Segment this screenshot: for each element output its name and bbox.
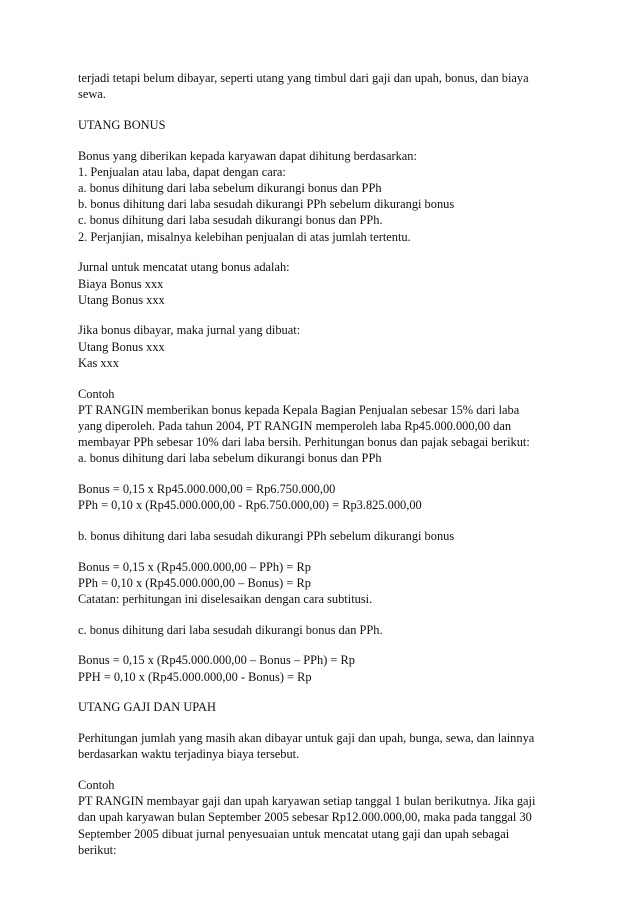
paragraph-journal-record: [78, 259, 568, 308]
text-line: Utang Bonus xxx: [78, 292, 165, 307]
calculation-b: [78, 559, 568, 608]
text-line: PPh = 0,10 x (Rp45.000.000,00 – Bonus) = Rp: [78, 575, 311, 590]
text-line: Contoh: [78, 386, 115, 401]
heading-utang-gaji: [78, 699, 568, 715]
text-line: 1. Penjualan atau laba, dapat dengan cara:: [78, 164, 286, 179]
text-line: Jika bonus dibayar, maka jurnal yang dibuat:: [78, 323, 301, 338]
paragraph-bonus-basis: [78, 148, 568, 245]
text-line: Bonus yang diberikan kepada karyawan dapat dihitung berdasarkan:: [78, 148, 417, 163]
text-line: c. bonus dihitung dari laba sesudah dikurangi bonus dan PPh.: [78, 213, 383, 228]
text-line: Bonus = 0,15 x (Rp45.000.000,00 – PPh) = Rp: [78, 559, 311, 574]
text-line: terjadi tetapi belum dibayar, seperti utang yang timbul dari gaji dan upah, bonus, dan biaya: [78, 71, 529, 85]
text-line: 2. Perjanjian, misalnya kelebihan penjualan di atas jumlah tertentu.: [78, 229, 411, 244]
paragraph-intro: [78, 70, 568, 102]
text-line: sewa.: [78, 87, 106, 102]
text-line: PPH = 0,10 x (Rp45.000.000,00 - Bonus) = Rp: [78, 669, 312, 684]
paragraph-example-gaji: [78, 777, 568, 858]
text-line: Bonus = 0,15 x (Rp45.000.000,00 – Bonus – PPh) = Rp: [78, 653, 355, 668]
text-line: berikut:: [78, 842, 117, 857]
text-line: dan upah karyawan bulan September 2005 sebesar Rp12.000.000,00, maka pada tanggal 30: [78, 810, 532, 825]
heading-utang-bonus: [78, 117, 568, 133]
document-page: [78, 70, 568, 858]
text-line: a. bonus dihitung dari laba sebelum dikurangi bonus dan PPh: [78, 451, 382, 466]
section-heading: UTANG BONUS: [78, 117, 166, 132]
text-line: berdasarkan waktu terjadinya biaya tersebut.: [78, 747, 300, 762]
paragraph-gaji-definition: [78, 730, 568, 762]
text-line: Jurnal untuk mencatat utang bonus adalah:: [78, 260, 290, 275]
text-line: PT RANGIN membayar gaji dan upah karyawan setiap tanggal 1 bulan berikutnya. Jika gaji: [78, 794, 536, 809]
section-heading: UTANG GAJI DAN UPAH: [78, 700, 216, 715]
text-line: membayar PPh sebesar 10% dari laba bersih. Perhitungan bonus dan pajak sebagai berikut:: [78, 435, 530, 450]
text-line: c. bonus dihitung dari laba sesudah dikurangi bonus dan PPh.: [78, 622, 383, 637]
heading-case-b: [78, 528, 568, 544]
text-line: a. bonus dihitung dari laba sebelum dikurangi bonus dan PPh: [78, 181, 382, 196]
calculation-a: [78, 481, 568, 513]
text-line: Bonus = 0,15 x Rp45.000.000,00 = Rp6.750.000,00: [78, 482, 336, 497]
text-line: Perhitungan jumlah yang masih akan dibayar untuk gaji dan upah, bunga, sewa, dan lainnya: [78, 731, 535, 746]
text-line: Biaya Bonus xxx: [78, 276, 164, 291]
text-line: Kas xxx: [78, 355, 119, 370]
text-line: Contoh: [78, 778, 115, 792]
text-line: yang diperoleh. Pada tahun 2004, PT RANGIN memperoleh laba Rp45.000.000,00 dan: [78, 418, 512, 433]
calculation-c: [78, 652, 568, 684]
paragraph-example-bonus: [78, 386, 568, 467]
paragraph-journal-payment: [78, 322, 568, 371]
text-line: b. bonus dihitung dari laba sesudah dikurangi PPh sebelum dikurangi bonus: [78, 197, 455, 212]
text-line: Catatan: perhitungan ini diselesaikan dengan cara subtitusi.: [78, 592, 373, 607]
text-line: Utang Bonus xxx: [78, 339, 165, 354]
text-line: PT RANGIN memberikan bonus kepada Kepala Bagian Penjualan sebesar 15% dari laba: [78, 402, 520, 417]
heading-case-c: [78, 622, 568, 638]
text-line: PPh = 0,10 x (Rp45.000.000,00 - Rp6.750.000,00) = Rp3.825.000,00: [78, 498, 422, 513]
text-line: September 2005 dibuat jurnal penyesuaian untuk mencatat utang gaji dan upah sebagai: [78, 826, 510, 841]
text-line: b. bonus dihitung dari laba sesudah dikurangi PPh sebelum dikurangi bonus: [78, 528, 455, 543]
